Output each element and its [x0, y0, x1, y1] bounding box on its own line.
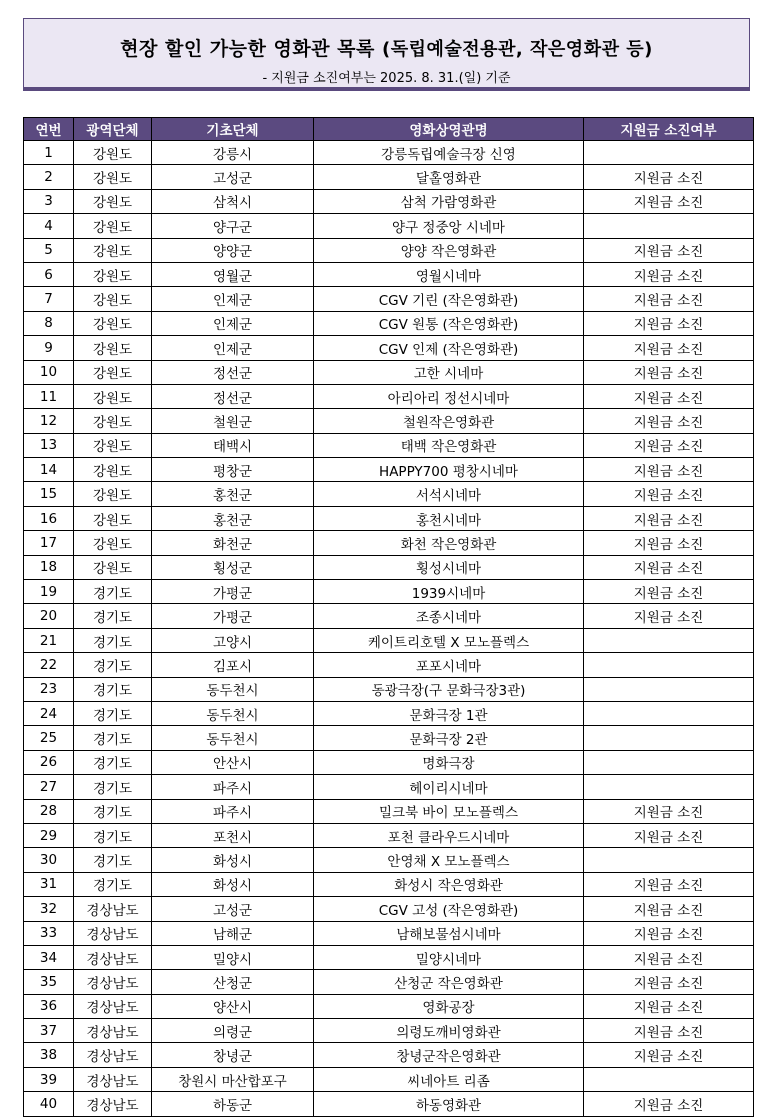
cell-province: 강원도 [74, 433, 152, 457]
cell-fund-status: 지원금 소진 [584, 555, 754, 579]
cell-number: 17 [24, 531, 74, 555]
cell-city: 횡성군 [152, 555, 314, 579]
cell-cinema-name: 고한 시네마 [314, 360, 584, 384]
cell-cinema-name: 씨네아트 리좀 [314, 1067, 584, 1091]
cell-fund-status: 지원금 소진 [584, 531, 754, 555]
cell-number: 34 [24, 945, 74, 969]
cell-number: 7 [24, 287, 74, 311]
table-row [24, 726, 754, 750]
table-row [24, 531, 754, 555]
cell-city: 가평군 [152, 604, 314, 628]
cell-province: 경기도 [74, 823, 152, 847]
cell-fund-status: 지원금 소진 [584, 799, 754, 823]
cell-cinema-name: 화천 작은영화관 [314, 531, 584, 555]
cell-fund-status: 지원금 소진 [584, 897, 754, 921]
table-row [24, 555, 754, 579]
cell-city: 인제군 [152, 287, 314, 311]
cell-cinema-name: 산청군 작은영화관 [314, 970, 584, 994]
cell-province: 경기도 [74, 677, 152, 701]
cell-fund-status: 지원금 소진 [584, 945, 754, 969]
cell-fund-status: 지원금 소진 [584, 1092, 754, 1116]
cell-fund-status: 지원금 소진 [584, 433, 754, 457]
table-row [24, 311, 754, 335]
cell-cinema-name: 문화극장 2관 [314, 726, 584, 750]
column-header-province: 광역단체 [74, 118, 152, 141]
cell-number: 12 [24, 409, 74, 433]
cell-cinema-name: 영월시네마 [314, 262, 584, 286]
cell-number: 6 [24, 262, 74, 286]
table-row [24, 677, 754, 701]
cell-number: 18 [24, 555, 74, 579]
cell-city: 강릉시 [152, 141, 314, 165]
table-row [24, 1092, 754, 1116]
table-row [24, 921, 754, 945]
cell-cinema-name: 횡성시네마 [314, 555, 584, 579]
cell-city: 철원군 [152, 409, 314, 433]
table-row [24, 189, 754, 213]
cell-city: 산청군 [152, 970, 314, 994]
cell-province: 강원도 [74, 531, 152, 555]
cell-province: 경기도 [74, 701, 152, 725]
cell-number: 28 [24, 799, 74, 823]
cell-fund-status [584, 214, 754, 238]
table-row [24, 287, 754, 311]
cell-city: 태백시 [152, 433, 314, 457]
cell-fund-status: 지원금 소진 [584, 823, 754, 847]
cell-province: 강원도 [74, 165, 152, 189]
cell-cinema-name: 명화극장 [314, 750, 584, 774]
cell-city: 동두천시 [152, 677, 314, 701]
cell-number: 24 [24, 701, 74, 725]
table-row [24, 433, 754, 457]
cell-cinema-name: CGV 인제 (작은영화관) [314, 336, 584, 360]
cell-cinema-name: 양구 정중앙 시네마 [314, 214, 584, 238]
cell-province: 경상남도 [74, 1043, 152, 1067]
cell-city: 고양시 [152, 628, 314, 652]
table-row [24, 336, 754, 360]
cell-city: 가평군 [152, 580, 314, 604]
cell-fund-status [584, 628, 754, 652]
cell-city: 양구군 [152, 214, 314, 238]
cell-city: 화성시 [152, 872, 314, 896]
cell-fund-status: 지원금 소진 [584, 458, 754, 482]
table-row [24, 775, 754, 799]
cell-city: 정선군 [152, 360, 314, 384]
cell-fund-status: 지원금 소진 [584, 1043, 754, 1067]
cell-cinema-name: CGV 기린 (작은영화관) [314, 287, 584, 311]
cell-fund-status [584, 1067, 754, 1091]
cell-city: 밀양시 [152, 945, 314, 969]
table-row [24, 823, 754, 847]
cell-cinema-name: 헤이리시네마 [314, 775, 584, 799]
cell-city: 인제군 [152, 311, 314, 335]
table-row [24, 970, 754, 994]
column-header-city: 기초단체 [152, 118, 314, 141]
page-subtitle: - 지원금 소진여부는 2025. 8. 31.(일) 기준 [262, 71, 511, 86]
cell-number: 9 [24, 336, 74, 360]
cell-fund-status [584, 701, 754, 725]
cell-province: 경기도 [74, 750, 152, 774]
table-row [24, 701, 754, 725]
cell-fund-status: 지원금 소진 [584, 238, 754, 262]
cell-cinema-name: 안영채 X 모노플렉스 [314, 848, 584, 872]
cell-city: 양양군 [152, 238, 314, 262]
cell-city: 김포시 [152, 653, 314, 677]
cell-number: 20 [24, 604, 74, 628]
cell-province: 강원도 [74, 409, 152, 433]
cell-number: 16 [24, 506, 74, 530]
cell-cinema-name: 양양 작은영화관 [314, 238, 584, 262]
cell-province: 경기도 [74, 580, 152, 604]
cell-fund-status: 지원금 소진 [584, 872, 754, 896]
cell-cinema-name: 영화공장 [314, 994, 584, 1018]
cell-cinema-name: 밀양시네마 [314, 945, 584, 969]
cell-number: 15 [24, 482, 74, 506]
cell-province: 강원도 [74, 311, 152, 335]
table-row [24, 628, 754, 652]
cell-city: 영월군 [152, 262, 314, 286]
cell-number: 40 [24, 1092, 74, 1116]
cell-province: 경기도 [74, 872, 152, 896]
cell-city: 양산시 [152, 994, 314, 1018]
cell-cinema-name: 문화극장 1관 [314, 701, 584, 725]
cell-number: 3 [24, 189, 74, 213]
cell-province: 경상남도 [74, 945, 152, 969]
cell-province: 경상남도 [74, 994, 152, 1018]
cell-number: 10 [24, 360, 74, 384]
cell-number: 27 [24, 775, 74, 799]
cell-cinema-name: 창녕군작은영화관 [314, 1043, 584, 1067]
table-row [24, 506, 754, 530]
cell-cinema-name: 포천 클라우드시네마 [314, 823, 584, 847]
cell-province: 경상남도 [74, 970, 152, 994]
cell-province: 강원도 [74, 238, 152, 262]
cell-fund-status: 지원금 소진 [584, 506, 754, 530]
table-row [24, 604, 754, 628]
table-row [24, 1067, 754, 1091]
cell-fund-status: 지원금 소진 [584, 360, 754, 384]
cell-number: 25 [24, 726, 74, 750]
cell-city: 파주시 [152, 775, 314, 799]
table-row [24, 360, 754, 384]
cell-province: 강원도 [74, 189, 152, 213]
cell-number: 32 [24, 897, 74, 921]
table-row [24, 994, 754, 1018]
title-main-text: 현장 할인 가능한 영화관 목록 [120, 38, 375, 60]
cell-city: 홍천군 [152, 482, 314, 506]
cell-cinema-name: 아리아리 정선시네마 [314, 384, 584, 408]
cell-fund-status: 지원금 소진 [584, 409, 754, 433]
cell-cinema-name: 남해보물섬시네마 [314, 921, 584, 945]
cell-fund-status [584, 750, 754, 774]
table-body [24, 141, 754, 1117]
table-row [24, 653, 754, 677]
cell-province: 경기도 [74, 628, 152, 652]
table-row [24, 165, 754, 189]
cell-fund-status: 지원금 소진 [584, 604, 754, 628]
page-title [24, 34, 749, 61]
table-row [24, 458, 754, 482]
cell-province: 강원도 [74, 506, 152, 530]
cell-cinema-name: CGV 원통 (작은영화관) [314, 311, 584, 335]
cell-city: 의령군 [152, 1019, 314, 1043]
table-row [24, 141, 754, 165]
cell-cinema-name: 태백 작은영화관 [314, 433, 584, 457]
cell-number: 19 [24, 580, 74, 604]
cell-fund-status [584, 141, 754, 165]
cell-city: 포천시 [152, 823, 314, 847]
cell-city: 하동군 [152, 1092, 314, 1116]
cell-cinema-name: 케이트리호텔 X 모노플렉스 [314, 628, 584, 652]
table-row [24, 872, 754, 896]
cell-number: 5 [24, 238, 74, 262]
cell-number: 1 [24, 141, 74, 165]
cell-fund-status: 지원금 소진 [584, 336, 754, 360]
table-row [24, 799, 754, 823]
cell-fund-status: 지원금 소진 [584, 921, 754, 945]
column-header-number: 연번 [24, 118, 74, 141]
cell-cinema-name: 강릉독립예술극장 신영 [314, 141, 584, 165]
cell-province: 경기도 [74, 726, 152, 750]
cell-fund-status: 지원금 소진 [584, 970, 754, 994]
cell-province: 강원도 [74, 336, 152, 360]
cell-province: 강원도 [74, 141, 152, 165]
cell-fund-status: 지원금 소진 [584, 287, 754, 311]
cell-number: 23 [24, 677, 74, 701]
cell-city: 정선군 [152, 384, 314, 408]
cell-cinema-name: 달홀영화관 [314, 165, 584, 189]
title-sub-text: (독립예술전용관, 작은영화관 등) [381, 39, 653, 60]
cell-number: 36 [24, 994, 74, 1018]
cell-number: 33 [24, 921, 74, 945]
cell-number: 21 [24, 628, 74, 652]
cell-province: 강원도 [74, 262, 152, 286]
cell-city: 화천군 [152, 531, 314, 555]
cell-fund-status: 지원금 소진 [584, 994, 754, 1018]
table-row [24, 750, 754, 774]
cell-number: 14 [24, 458, 74, 482]
cell-province: 강원도 [74, 214, 152, 238]
cell-cinema-name: CGV 고성 (작은영화관) [314, 897, 584, 921]
cell-city: 동두천시 [152, 701, 314, 725]
cell-province: 경상남도 [74, 1067, 152, 1091]
cell-cinema-name: 서석시네마 [314, 482, 584, 506]
cell-cinema-name: 조종시네마 [314, 604, 584, 628]
table-header-row [24, 118, 754, 141]
cell-fund-status: 지원금 소진 [584, 580, 754, 604]
cell-cinema-name: 포포시네마 [314, 653, 584, 677]
cell-fund-status: 지원금 소진 [584, 384, 754, 408]
cinema-table [23, 117, 754, 1117]
cell-city: 화성시 [152, 848, 314, 872]
cell-fund-status: 지원금 소진 [584, 262, 754, 286]
cell-cinema-name: HAPPY700 평창시네마 [314, 458, 584, 482]
cell-cinema-name: 홍천시네마 [314, 506, 584, 530]
cell-number: 26 [24, 750, 74, 774]
cell-cinema-name: 하동영화관 [314, 1092, 584, 1116]
cell-number: 37 [24, 1019, 74, 1043]
cell-fund-status: 지원금 소진 [584, 165, 754, 189]
cell-province: 강원도 [74, 384, 152, 408]
cell-fund-status [584, 848, 754, 872]
cell-city: 평창군 [152, 458, 314, 482]
cell-number: 30 [24, 848, 74, 872]
cell-cinema-name: 1939시네마 [314, 580, 584, 604]
cell-province: 강원도 [74, 482, 152, 506]
cell-number: 39 [24, 1067, 74, 1091]
cell-cinema-name: 의령도깨비영화관 [314, 1019, 584, 1043]
cell-number: 13 [24, 433, 74, 457]
cell-province: 경상남도 [74, 1019, 152, 1043]
table-row [24, 482, 754, 506]
cell-fund-status: 지원금 소진 [584, 482, 754, 506]
cell-cinema-name: 삼척 가람영화관 [314, 189, 584, 213]
cell-number: 35 [24, 970, 74, 994]
cell-fund-status [584, 775, 754, 799]
cell-number: 38 [24, 1043, 74, 1067]
cell-city: 안산시 [152, 750, 314, 774]
cell-cinema-name: 화성시 작은영화관 [314, 872, 584, 896]
cell-city: 고성군 [152, 897, 314, 921]
cell-province: 경기도 [74, 653, 152, 677]
table-row [24, 1043, 754, 1067]
cell-fund-status [584, 726, 754, 750]
cell-province: 경상남도 [74, 897, 152, 921]
cell-number: 4 [24, 214, 74, 238]
cell-number: 8 [24, 311, 74, 335]
cell-fund-status [584, 677, 754, 701]
cell-city: 창원시 마산합포구 [152, 1067, 314, 1091]
cell-province: 경기도 [74, 799, 152, 823]
table-row [24, 580, 754, 604]
cell-province: 경상남도 [74, 1092, 152, 1116]
cell-province: 강원도 [74, 555, 152, 579]
cell-city: 동두천시 [152, 726, 314, 750]
cell-cinema-name: 밀크북 바이 모노플렉스 [314, 799, 584, 823]
cell-number: 31 [24, 872, 74, 896]
cell-province: 강원도 [74, 458, 152, 482]
cell-cinema-name: 철원작은영화관 [314, 409, 584, 433]
cell-fund-status: 지원금 소진 [584, 189, 754, 213]
cell-city: 고성군 [152, 165, 314, 189]
cell-province: 경기도 [74, 848, 152, 872]
cell-number: 22 [24, 653, 74, 677]
cell-fund-status [584, 653, 754, 677]
cell-cinema-name: 동광극장(구 문화극장3관) [314, 677, 584, 701]
cell-number: 29 [24, 823, 74, 847]
cell-city: 삼척시 [152, 189, 314, 213]
cell-number: 2 [24, 165, 74, 189]
cell-fund-status: 지원금 소진 [584, 311, 754, 335]
cell-number: 11 [24, 384, 74, 408]
cell-province: 경기도 [74, 604, 152, 628]
table-row [24, 409, 754, 433]
cell-city: 홍천군 [152, 506, 314, 530]
cell-province: 경상남도 [74, 921, 152, 945]
column-header-fund-status: 지원금 소진여부 [584, 118, 754, 141]
table-row [24, 214, 754, 238]
cell-fund-status: 지원금 소진 [584, 1019, 754, 1043]
cell-province: 경기도 [74, 775, 152, 799]
table-row [24, 848, 754, 872]
cell-province: 강원도 [74, 360, 152, 384]
table-row [24, 897, 754, 921]
table-row [24, 1019, 754, 1043]
cell-city: 남해군 [152, 921, 314, 945]
table-row [24, 238, 754, 262]
table-row [24, 384, 754, 408]
cell-city: 파주시 [152, 799, 314, 823]
table-row [24, 945, 754, 969]
cell-province: 강원도 [74, 287, 152, 311]
cell-city: 인제군 [152, 336, 314, 360]
cell-city: 창녕군 [152, 1043, 314, 1067]
table-row [24, 262, 754, 286]
column-header-cinema-name: 영화상영관명 [314, 118, 584, 141]
title-box [23, 18, 750, 91]
